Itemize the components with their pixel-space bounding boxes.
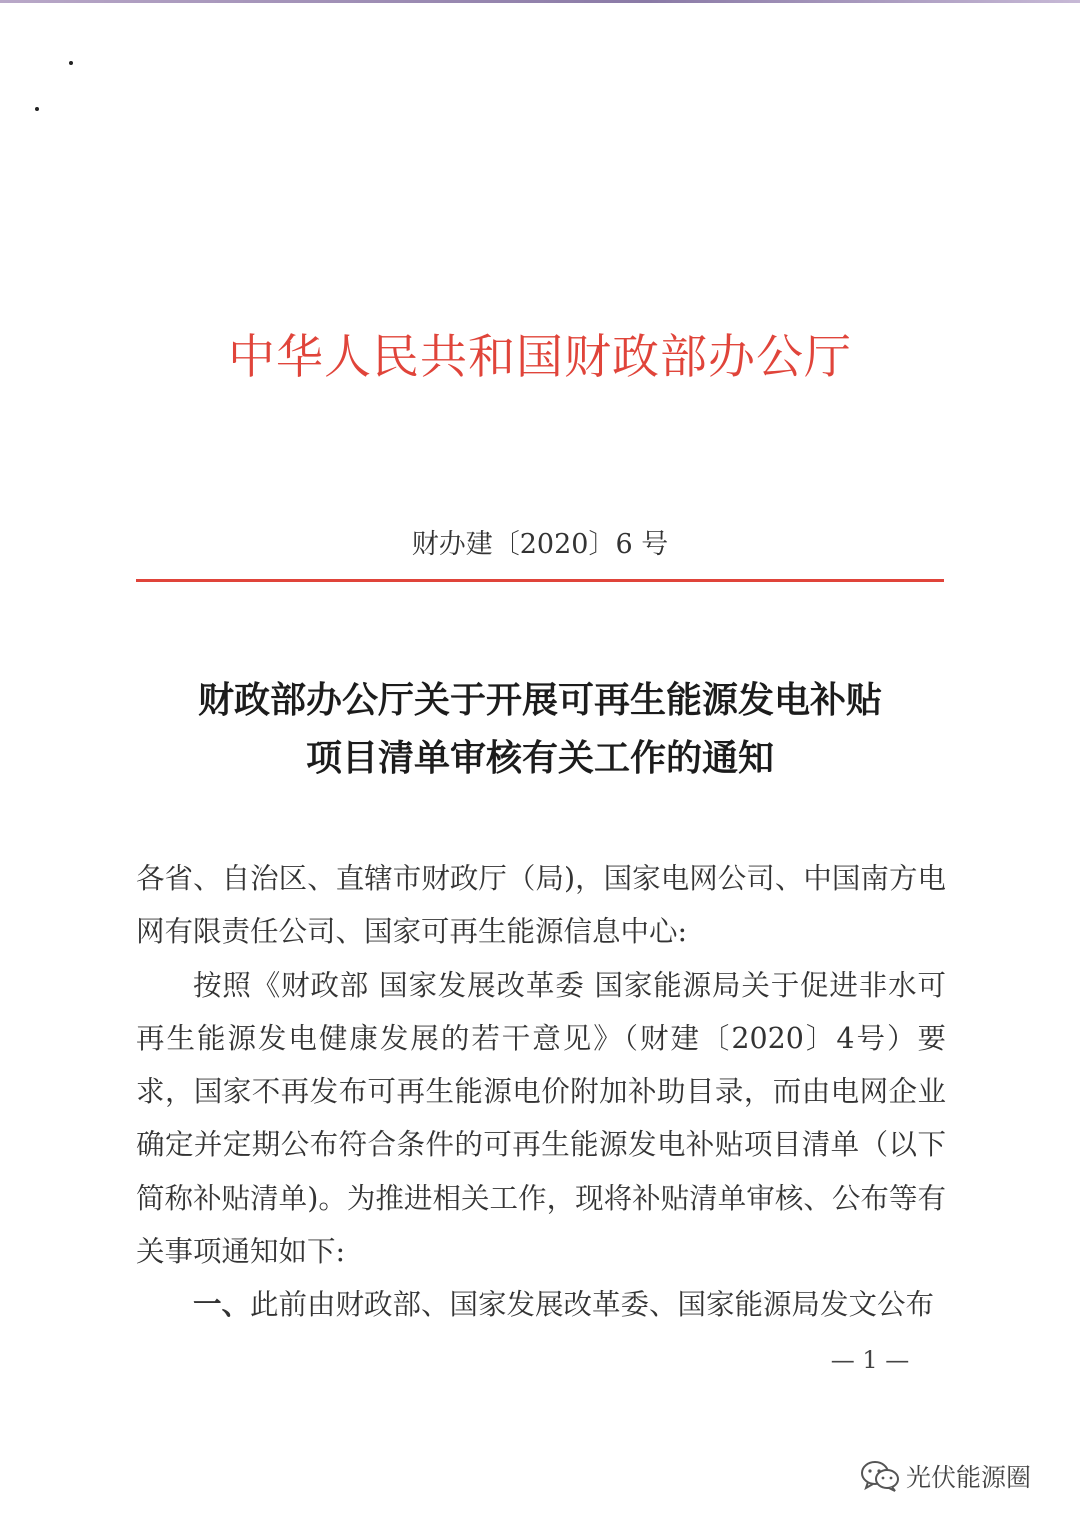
item-1 <box>136 1278 946 1331</box>
salutation: 各省、自治区、直辖市财政厅（局)，国家电网公司、中国南方电网有限责任公司、国家可再生能源信息中心: <box>136 862 946 949</box>
paragraph-1: 按照《财政部 国家发展改革委 国家能源局关于促进非水可再生能源发电健康发展的若干意见》（财建〔2020〕4号）要求，国家不再发布可再生能源电价附加补助目录，而由电网企业确定并定期公布符合条件的可再生能源发电补贴项目清单（以下简称补贴清单)。为推进相关工作，现将补贴清单审核、公布等有关事项通知如下: <box>136 968 946 1269</box>
document-number: 财办建〔2020〕6 号 <box>411 529 669 560</box>
red-divider-line <box>136 579 944 582</box>
scan-speck <box>69 61 73 65</box>
page-number: — 1 — <box>830 1346 910 1374</box>
document-title <box>0 672 1080 788</box>
item-1-text: 此前由财政部、国家发展改革委、国家能源局发文公布 <box>250 1288 935 1322</box>
item-1-lead: 一、 <box>193 1288 251 1322</box>
title-line-1: 财政部办公厅关于开展可再生能源发电补贴 <box>197 680 882 721</box>
scan-speck <box>35 107 39 111</box>
document-body <box>136 852 946 1332</box>
title-line-2: 项目清单审核有关工作的通知 <box>305 738 774 779</box>
letterhead: 中华人民共和国财政部办公厅 <box>228 330 852 385</box>
wechat-icon <box>860 1459 900 1493</box>
watermark-text: 光伏能源圈 <box>906 1463 1032 1492</box>
page-top-edge <box>0 0 1080 3</box>
watermark <box>860 1456 1031 1496</box>
